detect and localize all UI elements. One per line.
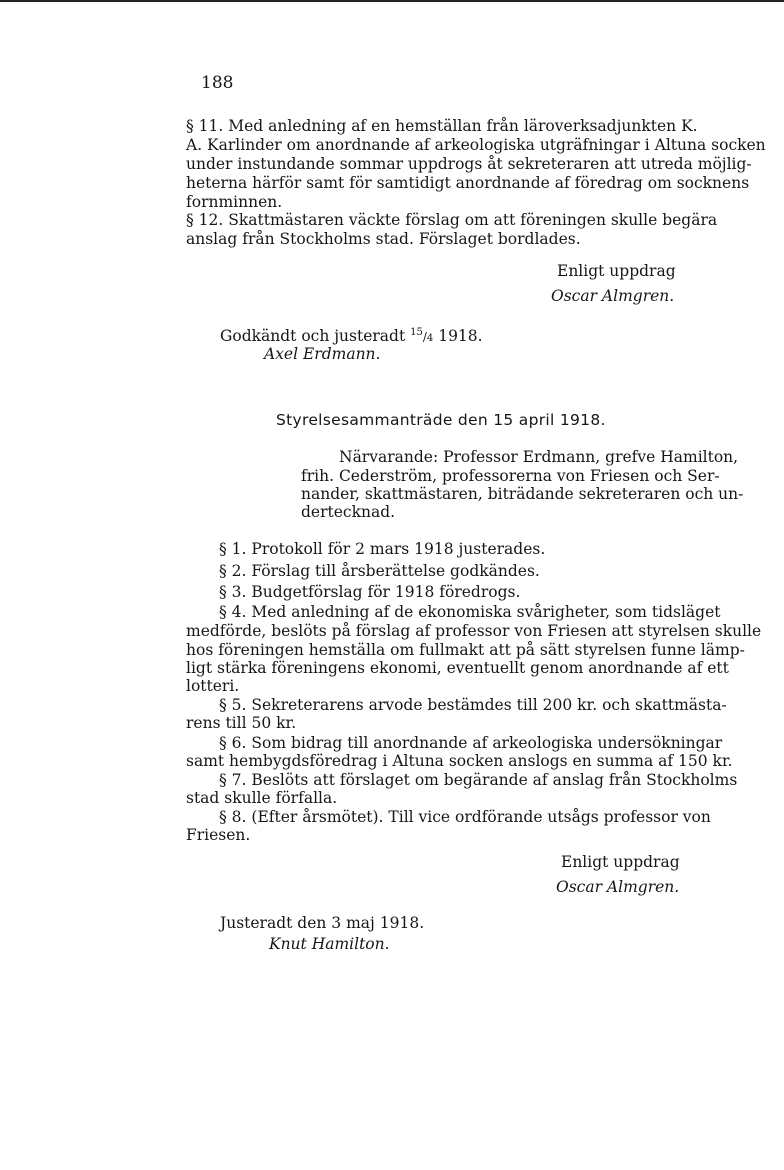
p11-line-2: A. Karlinder om anordnande af arkeologiska utgräfningar i Altuna socken [186,136,766,154]
item-4-line-4: ligt stärka föreningens ekonomi, eventuellt genom anordnande af ett [186,659,729,677]
page-number: 188 [201,73,234,93]
item-4-line-5: lotteri. [186,677,240,695]
item-8-line-2: Friesen. [186,826,251,844]
item-5-line-2: rens till 50 kr. [186,714,297,732]
present-line-3: nander, skattmästaren, biträdande sekreteraren och un- [301,485,744,503]
item-5-line-1: § 5. Sekreterarens arvode bestämdes till 200 kr. och skattmästa- [219,696,727,714]
signoff-2: Enligt uppdrag [561,853,680,871]
approver-1: Axel Erdmann. [264,345,381,363]
p11-line-3: under instundande sommar uppdrogs åt sekreteraren att utreda möjlig- [186,155,752,173]
signer-1: Oscar Almgren. [551,287,675,305]
item-4-line-2: medförde, beslöts på förslag af professor von Friesen att styrelsen skulle [186,622,762,640]
page-top-border [0,0,784,2]
item-4-line-3: hos föreningen hemställa om fullmakt att på sätt styrelsen funne lämp- [186,641,745,659]
p12-line-1: § 12. Skattmästaren väckte förslag om att föreningen skulle begära [186,211,718,229]
approval-1: Godkändt och justeradt $^{15}$/4 1918. [220,327,483,346]
approval-2: Justeradt den 3 maj 1918. [220,914,425,932]
present-line-4: dertecknad. [301,503,396,521]
p12-line-2: anslag från Stockholms stad. Förslaget bordlades. [186,230,581,248]
approver-2: Knut Hamilton. [269,935,390,953]
p11-line-1: § 11. Med anledning af en hemställan från läroverksadjunkten K. [186,117,698,135]
item-2: § 2. Förslag till årsberättelse godkändes. [219,562,540,580]
item-4-line-1: § 4. Med anledning af de ekonomiska svårigheter, som tidsläget [219,603,721,621]
signoff-1: Enligt uppdrag [557,262,676,280]
item-3: § 3. Budgetförslag för 1918 föredrogs. [219,583,521,601]
p11-line-5: fornminnen. [186,193,283,211]
item-6-line-2: samt hembygdsföredrag i Altuna socken anslogs en summa af 150 kr. [186,752,733,770]
item-7-line-2: stad skulle förfalla. [186,789,338,807]
item-1: § 1. Protokoll för 2 mars 1918 justerades. [219,540,546,558]
item-8-line-1: § 8. (Efter årsmötet). Till vice ordförande utsågs professor von [219,808,711,826]
meeting-heading: Styrelsesammanträde den 15 april 1918. [276,411,606,429]
present-line-1: Närvarande: Professor Erdmann, grefve Hamilton, [339,448,739,466]
signer-2: Oscar Almgren. [556,878,680,896]
present-line-2: frih. Cederström, professorerna von Friesen och Ser- [301,467,720,485]
p11-line-4: heterna härför samt för samtidigt anordnande af föredrag om socknens [186,174,750,192]
item-6-line-1: § 6. Som bidrag till anordnande af arkeologiska undersökningar [219,734,723,752]
item-7-line-1: § 7. Beslöts att förslaget om begärande af anslag från Stockholms [219,771,738,789]
